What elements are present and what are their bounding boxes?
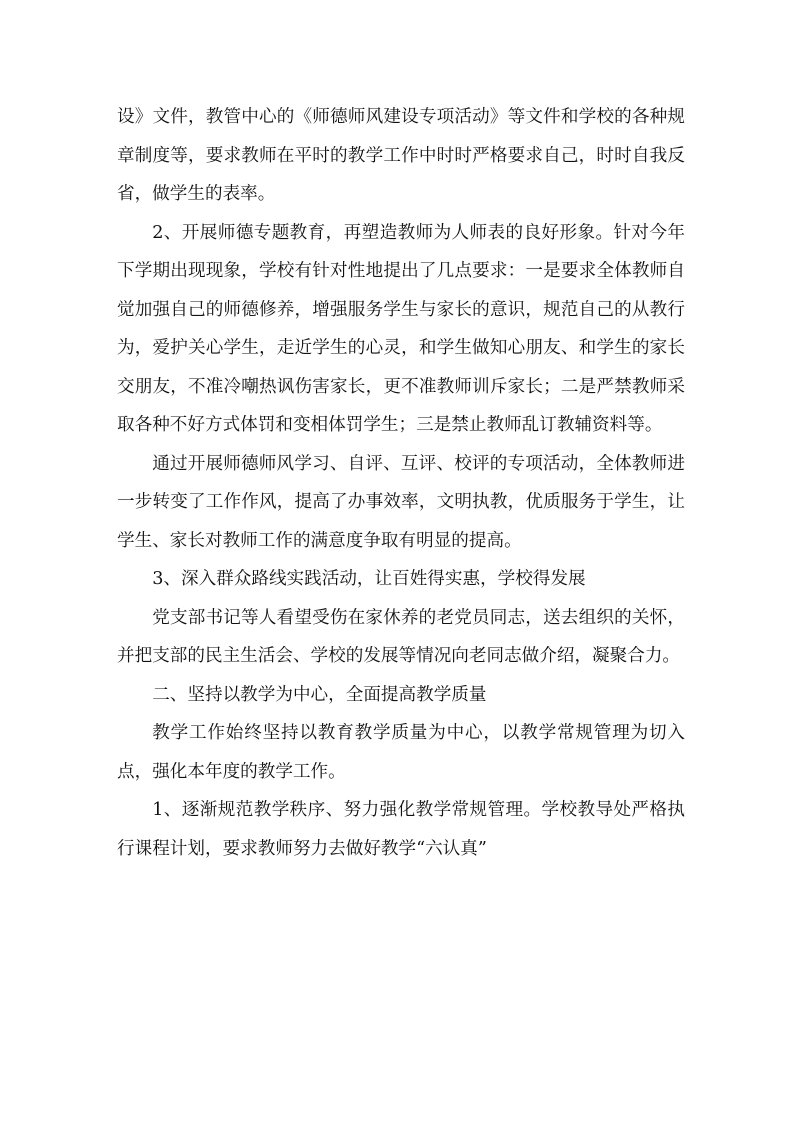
paragraph-5: 党支部书记等人看望受伤在家休养的老党员同志，送去组织的关怀，并把支部的民主生活会、学校的发展等情况向老同志做介绍，凝聚合力。 xyxy=(117,607,685,666)
paragraph-7: 教学工作始终坚持以教育教学质量为中心，以教学常规管理为切入点，强化本年度的教学工作。 xyxy=(117,723,685,782)
paragraph-3: 通过开展师德师风学习、自评、互评、校评的专项活动，全体教师进一步转变了工作作风，提高了办事效率，文明执教，优质服务于学生，让学生、家长对教师工作的满意度争取有明显的提高。 xyxy=(117,453,685,551)
paragraph-2: 2、开展师德专题教育，再塑造教师为人师表的良好形象。针对今年下学期出现现象，学校有针对性地提出了几点要求：一是要求全体教师自觉加强自己的师德修养，增强服务学生与家长的意识，规范自己的从教行为，爱护关心学生，走近学生的心灵，和学生做知心朋友、和学生的家长交朋友，不准冷嘲热讽伤害家长，更不准教师训斥家长；二是严禁教师采取各种不好方式体罚和变相体罚学生；三是禁止教师乱订教辅资料等。 xyxy=(117,222,685,435)
paragraph-4: 3、深入群众路线实践活动，让百姓得实惠，学校得发展 xyxy=(152,569,586,589)
document-body xyxy=(117,98,685,868)
paragraph-8: 1、逐渐规范教学秩序、努力强化教学常规管理。学校教导处严格执行课程计划，要求教师努力去做好教学“六认真” xyxy=(117,800,685,859)
paragraph-1: 设》文件，教管中心的《师德师风建设专项活动》等文件和学校的各种规章制度等，要求教师在平时的教学工作中时时严格要求自己，时时自我反省，做学生的表率。 xyxy=(117,107,685,204)
section-heading: 二、坚持以教学为中心，全面提高教学质量 xyxy=(152,684,487,705)
